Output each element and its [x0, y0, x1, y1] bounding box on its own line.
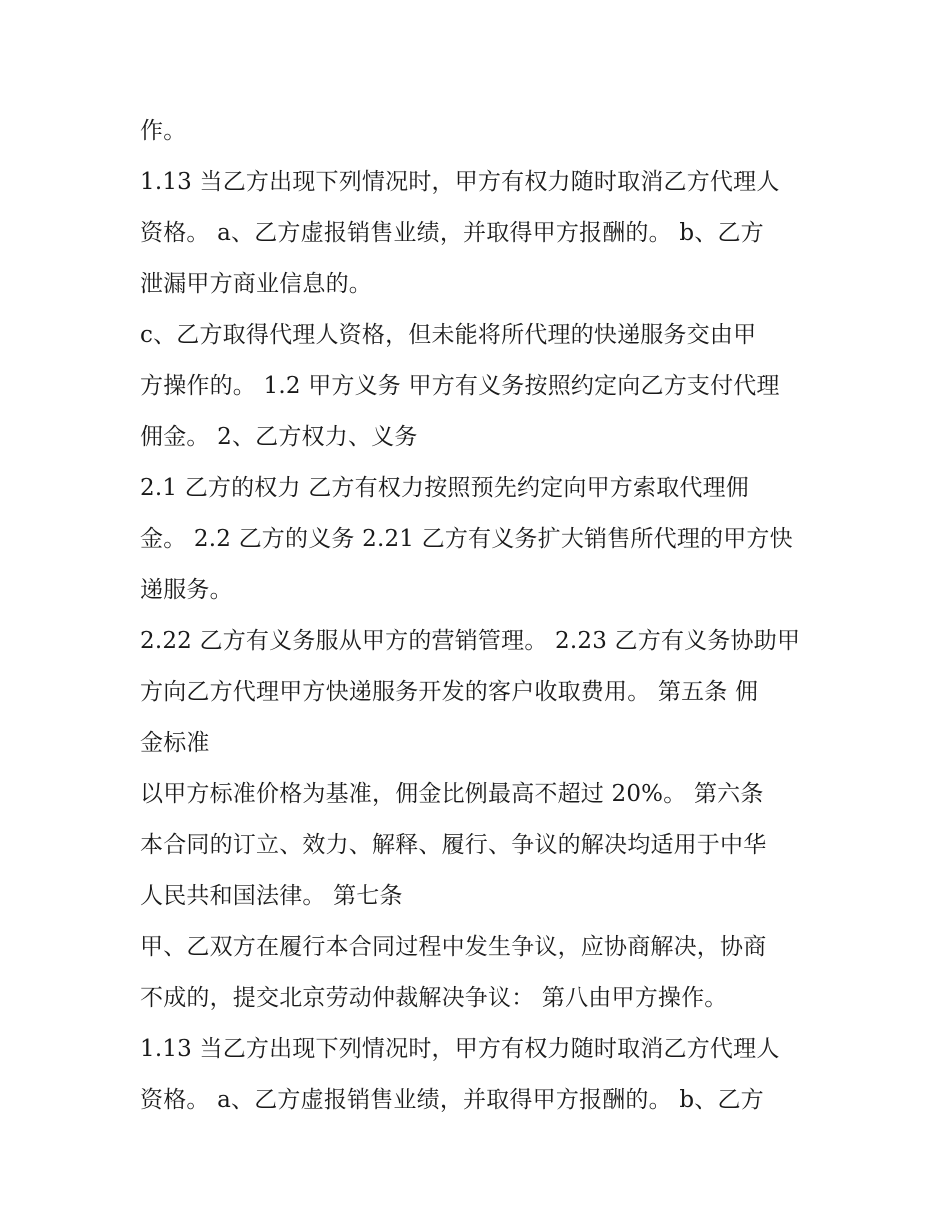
text-line: 方向乙方代理甲方快递服务开发的客户收取费用。 第五条 佣 [140, 679, 759, 705]
text-line: 不成的，提交北京劳动仲裁解决争议： 第八由甲方操作。 [140, 985, 728, 1011]
text-line: 2.22 乙方有义务服从甲方的营销管理。 2.23 乙方有义务协助甲 [140, 628, 801, 654]
text-line: 资格。 a、乙方虚报销售业绩，并取得甲方报酬的。 b、乙方 [140, 220, 764, 246]
text-line: 作。 [140, 118, 187, 144]
text-line: 方操作的。 1.2 甲方义务 甲方有义务按照约定向乙方支付代理 [140, 373, 780, 399]
text-line: 金。 2.2 乙方的义务 2.21 乙方有义务扩大销售所代理的甲方快 [140, 526, 793, 552]
text-line: 人民共和国法律。 第七条 [140, 883, 403, 909]
text-line: 递服务。 [140, 577, 233, 603]
document-body [140, 106, 820, 1126]
text-line: 1.13 当乙方出现下列情况时，甲方有权力随时取消乙方代理人 [140, 169, 780, 195]
text-line: 甲、乙双方在履行本合同过程中发生争议，应协商解决，协商 [140, 934, 767, 960]
text-line: 2.1 乙方的权力 乙方有权力按照预先约定向甲方索取代理佣 [140, 475, 749, 501]
text-line: 资格。 a、乙方虚报销售业绩，并取得甲方报酬的。 b、乙方 [140, 1087, 764, 1113]
text-line: 金标准 [140, 730, 210, 756]
text-line: 泄漏甲方商业信息的。 [140, 271, 372, 297]
text-line: c、乙方取得代理人资格，但未能将所代理的快递服务交由甲 [140, 322, 757, 348]
text-line: 本合同的订立、效力、解释、履行、争议的解决均适用于中华 [140, 832, 767, 858]
text-line: 以甲方标准价格为基准，佣金比例最高不超过 20%。 第六条 [140, 781, 764, 807]
text-line: 1.13 当乙方出现下列情况时，甲方有权力随时取消乙方代理人 [140, 1036, 780, 1062]
text-line: 佣金。 2、乙方权力、义务 [140, 424, 418, 450]
